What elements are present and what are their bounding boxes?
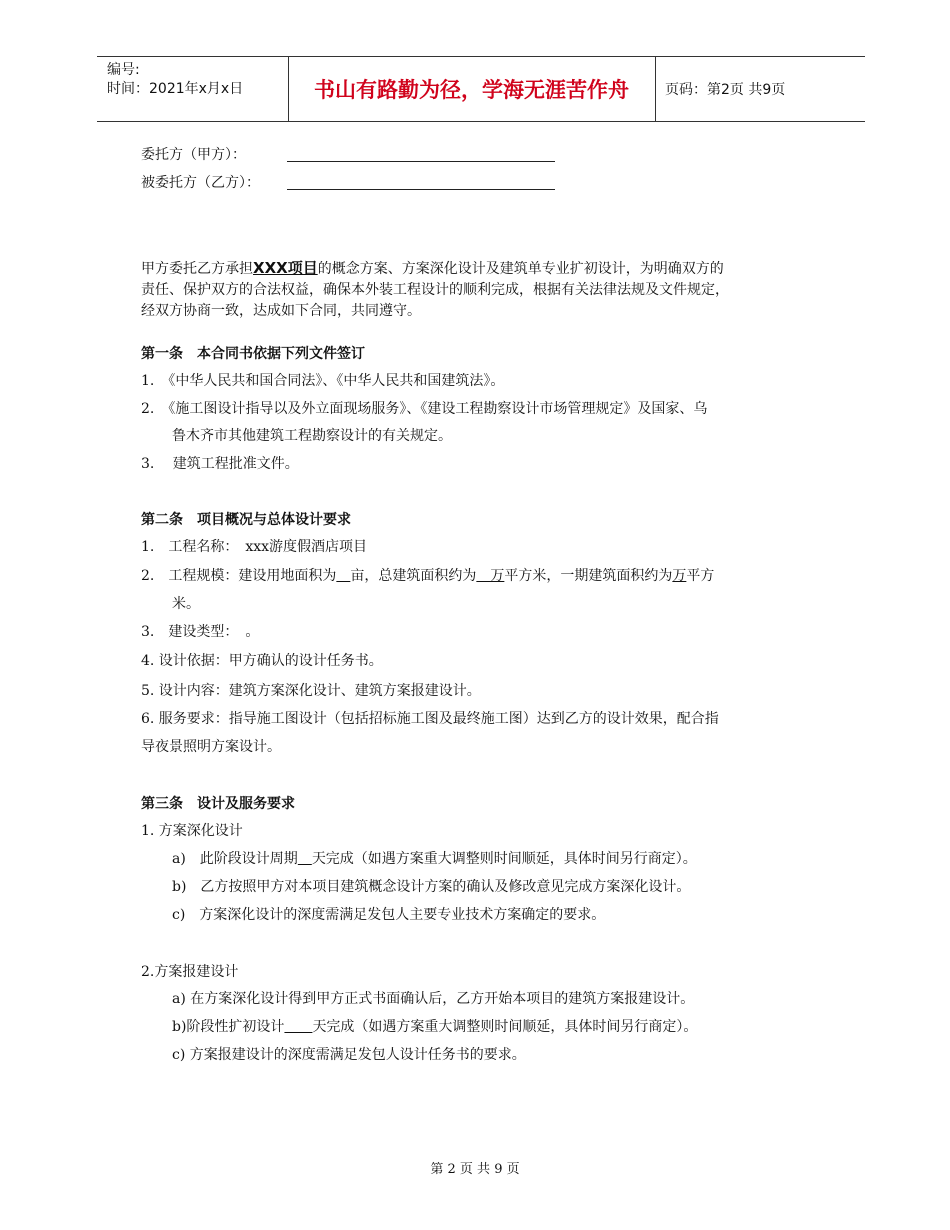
intro-line-3: 经双方协商一致，达成如下合同，共同遵守。 — [141, 303, 421, 319]
client-signature-line[interactable] — [287, 161, 555, 162]
contractor-label: 被委托方（乙方）： — [141, 175, 260, 191]
article-2-item-6-cont: 导夜景照明方案设计。 — [141, 739, 281, 755]
article-3-title: 第三条 设计及服务要求 — [141, 796, 295, 812]
land-area-blank[interactable] — [336, 568, 350, 584]
article-1-title: 第一条 本合同书依据下列文件签订 — [141, 346, 365, 362]
header-divider — [655, 57, 656, 121]
header-meta — [107, 61, 243, 99]
article-3-item-1b: b) 乙方按照甲方对本项目建筑概念设计方案的确认及修改意见完成方案深化设计。 — [172, 879, 691, 895]
contractor-signature-line[interactable] — [287, 189, 555, 190]
article-3-item-2a: a) 在方案深化设计得到甲方正式书面确认后，乙方开始本项目的建筑方案报建设计。 — [172, 991, 695, 1007]
article-1-item-3: 3. 建筑工程批准文件。 — [141, 456, 299, 472]
article-3-item-2c: c) 方案报建设计的深度需满足发包人设计任务书的要求。 — [172, 1047, 526, 1063]
phase1-area-blank[interactable]: 万 — [672, 568, 687, 584]
article-2-title: 第二条 项目概况与总体设计要求 — [141, 512, 351, 528]
total-area-blank[interactable]: 万 — [476, 568, 505, 584]
page-header — [97, 56, 865, 122]
article-2-item-2: 2. 工程规模：建设用地面积为 亩，总建筑面积约为 万平方米，一期建筑面积约为万平方 — [141, 568, 715, 584]
article-1-item-2-cont: 鲁木齐市其他建筑工程勘察设计的有关规定。 — [172, 428, 452, 444]
intro-line-2: 责任、保护双方的合法权益，确保本外装工程设计的顺利完成，根据有关法律法规及文件规定， — [141, 282, 729, 298]
article-2-item-2-cont: 米。 — [172, 596, 200, 612]
intro-line-1: 甲方委托乙方承担XXX项目的概念方案、方案深化设计及建筑单专业扩初设计，为明确双方的 — [141, 259, 724, 277]
article-3-section-2: 2.方案报建设计 — [141, 964, 239, 980]
period-blank[interactable] — [298, 851, 312, 867]
time-label: 时间：2021年x月x日 — [107, 81, 244, 97]
article-2-item-4: 4. 设计依据：甲方确认的设计任务书。 — [141, 653, 383, 669]
header-motto: 书山有路勤为径，学海无涯苦作舟 — [314, 78, 629, 102]
article-2-item-6: 6. 服务要求：指导施工图设计（包括招标施工图及最终施工图）达到乙方的设计效果，配合指 — [141, 711, 719, 727]
article-2-item-5: 5. 设计内容：建筑方案深化设计、建筑方案报建设计。 — [141, 683, 481, 699]
article-3-section-1: 1. 方案深化设计 — [141, 823, 243, 839]
project-name: XXX项目 — [253, 259, 318, 277]
article-3-item-1a: a) 此阶段设计周期 天完成（如遇方案重大调整则时间顺延，具体时间另行商定）。 — [172, 851, 697, 867]
header-page-label: 页码：第2页 共9页 — [665, 82, 786, 98]
phase-period-blank[interactable] — [284, 1019, 312, 1035]
article-1-item-2: 2. 《施工图设计指导以及外立面现场服务》、《建设工程勘察设计市场管理规定》及国家、乌 — [141, 401, 708, 417]
article-2-item-1: 1. 工程名称： xxx游度假酒店项目 — [141, 539, 368, 555]
article-3-item-1c: c) 方案深化设计的深度需满足发包人主要专业技术方案确定的要求。 — [172, 907, 606, 923]
serial-label: 编号: — [107, 62, 140, 78]
client-label: 委托方（甲方）： — [141, 147, 246, 163]
article-2-item-3: 3. 建设类型： 。 — [141, 624, 260, 640]
article-1-item-1: 1. 《中华人民共和国合同法》、《中华人民共和国建筑法》。 — [141, 373, 505, 389]
page-footer: 第 2 页 共 9 页 — [430, 1162, 520, 1177]
article-3-item-2b: b)阶段性扩初设计 天完成（如遇方案重大调整则时间顺延，具体时间另行商定）。 — [172, 1019, 698, 1035]
